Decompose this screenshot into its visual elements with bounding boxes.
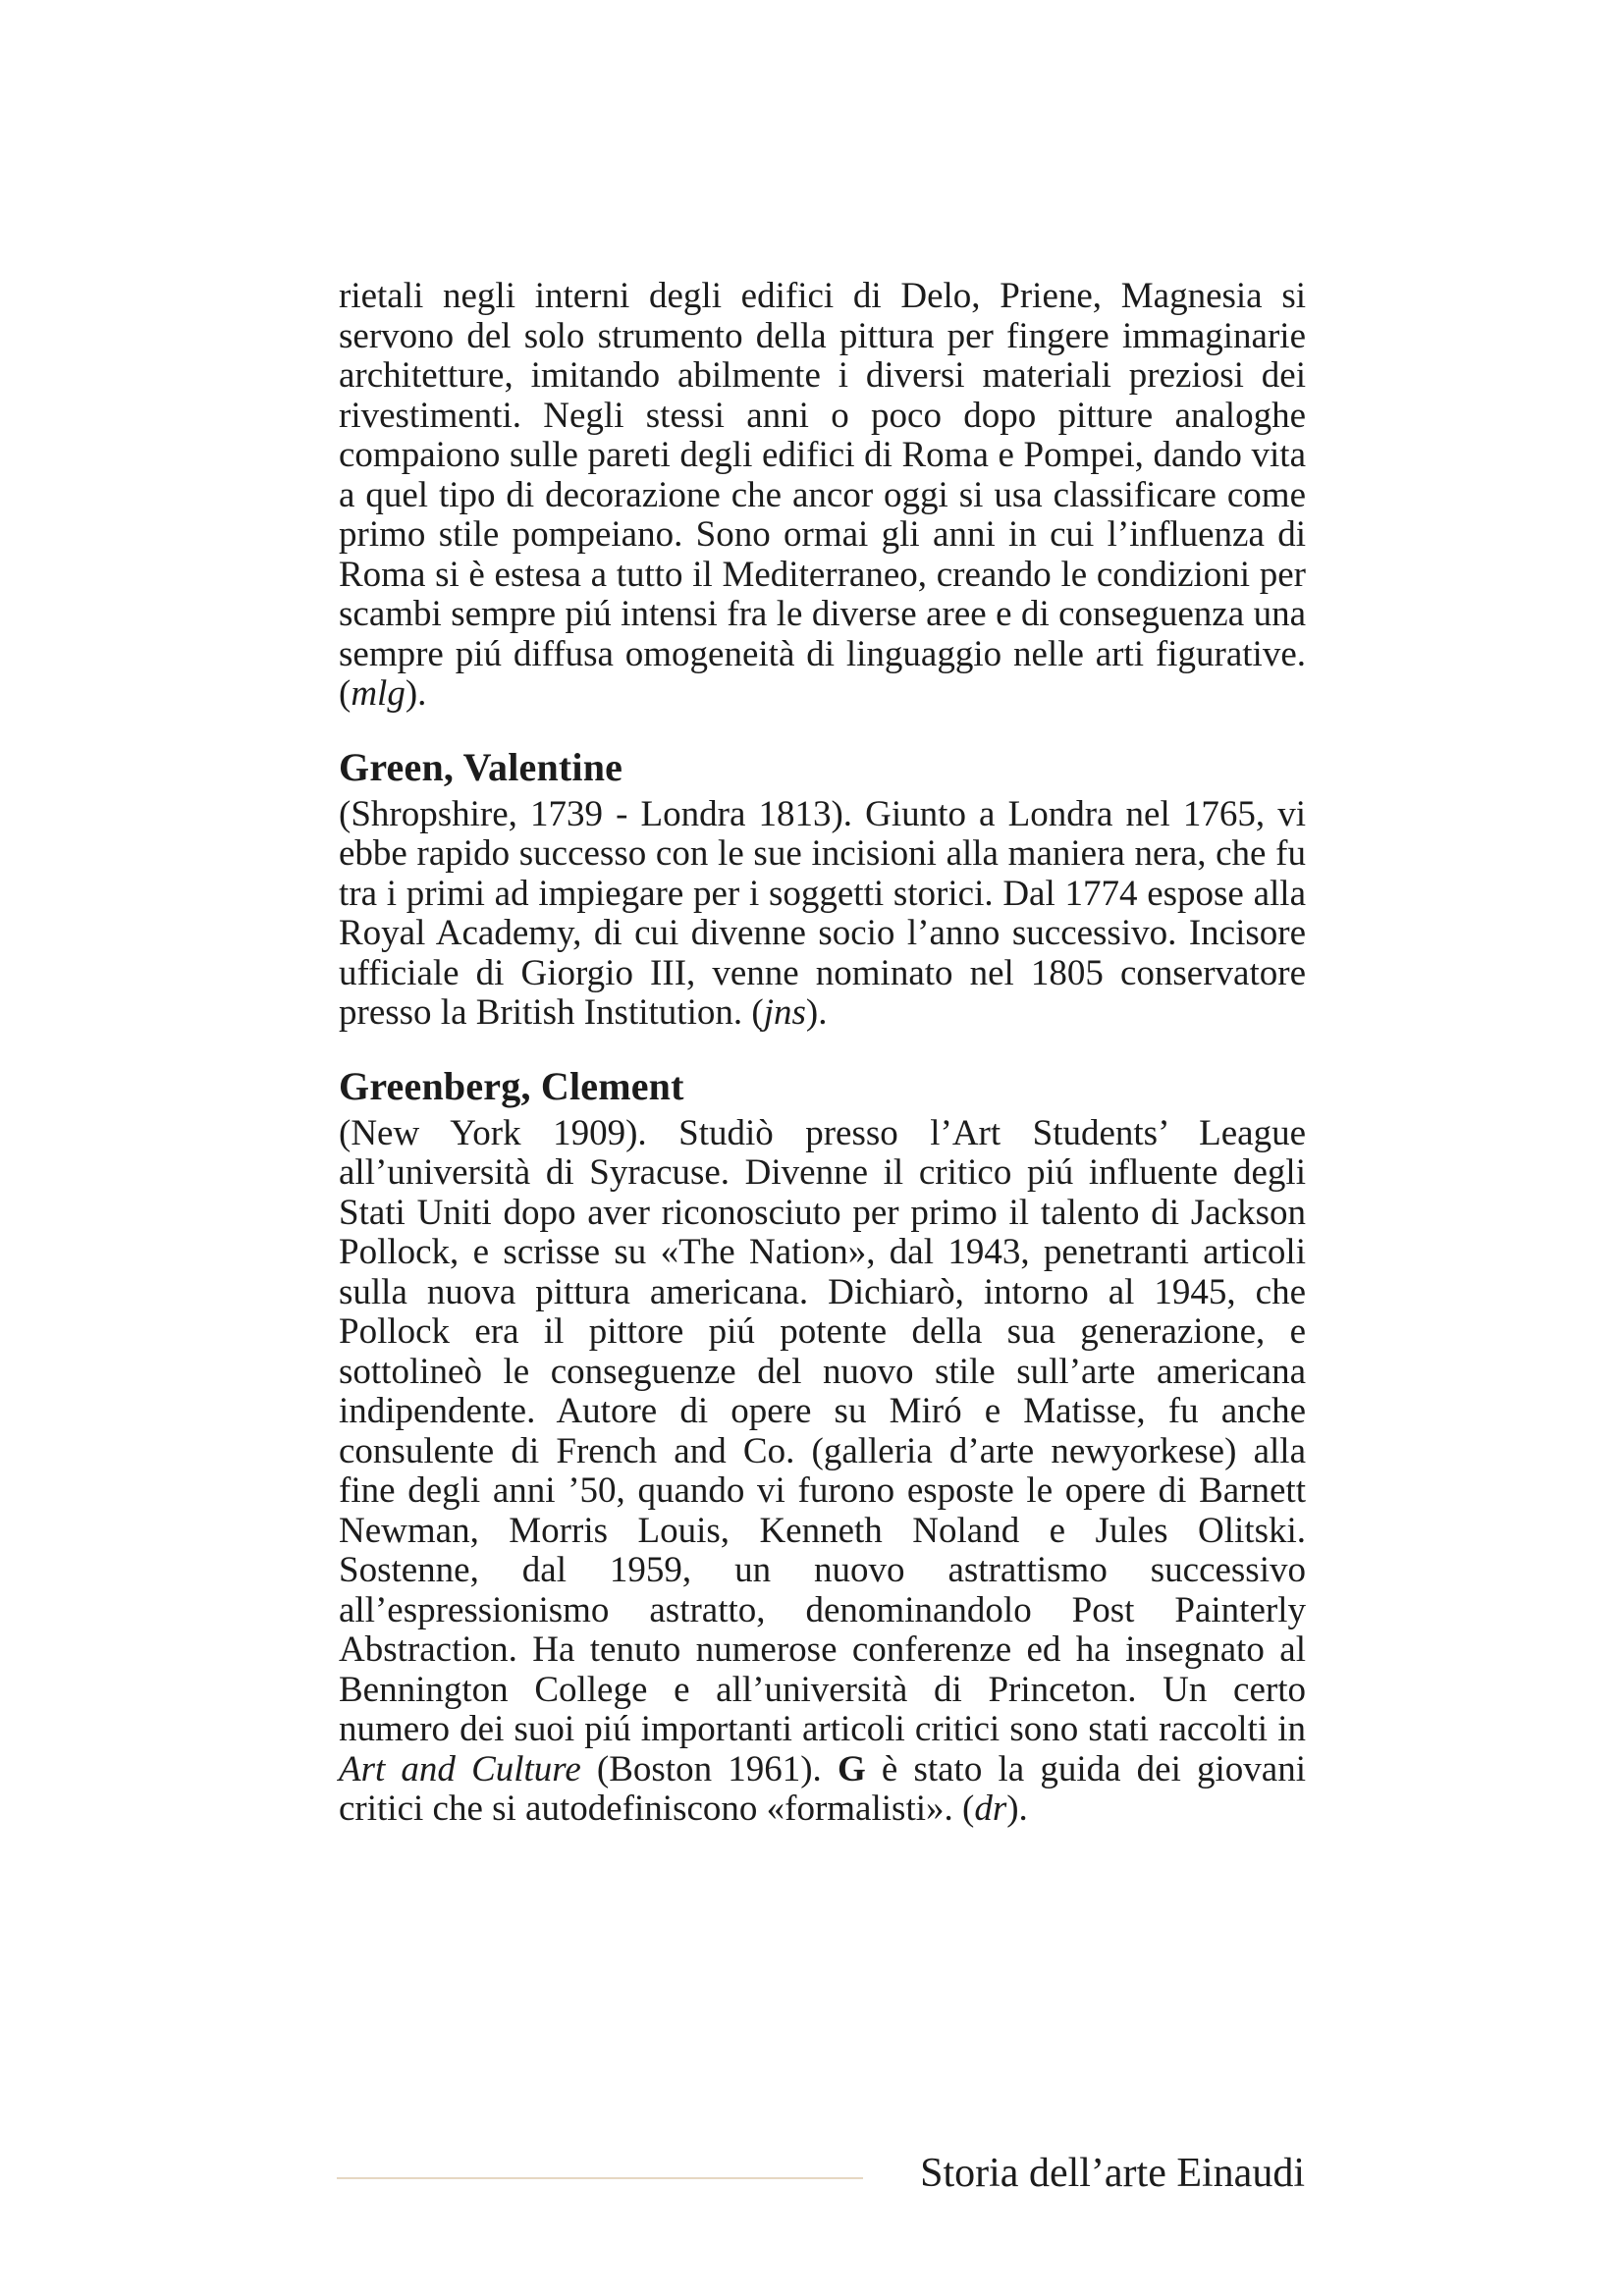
footer-title: Storia dell’arte Einaudi (920, 2151, 1305, 2196)
entry-text-greenberg-b: (Boston 1961). (580, 1748, 838, 1789)
intro-close: ). (405, 673, 427, 714)
book-title: Art and Culture (339, 1748, 581, 1789)
entry-heading-greenberg: Greenberg, Clement (339, 1063, 684, 1108)
entry-body-greenberg (339, 1114, 1306, 1830)
footer-rule (337, 2177, 863, 2179)
entry-initial: G (837, 1748, 866, 1789)
text-column (339, 277, 1306, 1830)
entry-author-green: jns (763, 992, 806, 1033)
entry-author-greenberg: dr (974, 1789, 1007, 1829)
entry-close-green: ). (805, 992, 828, 1033)
page-footer (337, 2146, 1305, 2205)
entry-text-greenberg-c: è stato la guida dei giovani critici che si autodefiniscono «formalisti». ( (339, 1748, 1306, 1829)
intro-paragraph (339, 277, 1306, 715)
entry-close-greenberg: ). (1006, 1789, 1028, 1829)
entry-body-green (339, 795, 1306, 1034)
entry-text-green: (Shropshire, 1739 - Londra 1813). Giunto a Londra nel 1765, vi ebbe rapido successo con le sue incisioni alla maniera nera, che fu tra i primi ad impiegare per i soggetti storici. Dal 1774 espose alla Royal Academy, di cui divenne socio l’anno successivo. Incisore ufficiale di Giorgio III, venne nominato nel 1805 conservatore presso la British Institution. ( (339, 793, 1306, 1033)
entry-text-greenberg-a: (New York 1909). Studiò presso l’Art Students’ League all’università di Syracuse. Divenne il critico piú influente degli Stati Uniti dopo aver riconosciuto per primo il talento di Jackson Pollock, e scrisse su «The Nation», dal 1943, penetranti articoli sulla nuova pittura americana. Dichiarò, intorno al 1945, che Pollock era il pittore piú potente della sua generazione, e sottolineò le conseguenze del nuovo stile sull’arte americana indipendente. Autore di opere su Miró e Matisse, fu anche consulente di French and Co. (galleria d’arte newyorkese) alla fine degli anni ’50, quando vi furono esposte le opere di Barnett Newman, Morris Louis, Kenneth Noland e Jules Olitski. Sostenne, dal 1959, un nuovo astrattismo successivo all’espressionismo astratto, denominandolo Post Painterly Abstraction. Ha tenuto numerose conferenze ed ha insegnato al Bennington College e all’università di Princeton. Un certo numero dei suoi piú importanti articoli critici sono stati raccolti in (339, 1112, 1306, 1749)
intro-text: rietali negli interni degli edifici di Delo, Priene, Magnesia si servono del solo strumento della pittura per fingere immaginarie architetture, imitando abilmente i diversi materiali preziosi dei rivestimenti. Negli stessi anni o poco dopo pitture analoghe compaiono sulle pareti degli edifici di Roma e Pompei, dando vita a quel tipo di decorazione che ancor oggi si usa classificare come primo stile pompeiano. Sono ormai gli anni in cui l’influenza di Roma si è estesa a tutto il Mediterraneo, creando le condizioni per scambi sempre piú intensi fra le diverse aree e di conseguenza una sempre piú diffusa omogeneità di linguaggio nelle arti figurative. ( (339, 276, 1306, 714)
intro-author-initials: mlg (351, 673, 406, 714)
entry-heading-green: Green, Valentine (339, 744, 623, 789)
